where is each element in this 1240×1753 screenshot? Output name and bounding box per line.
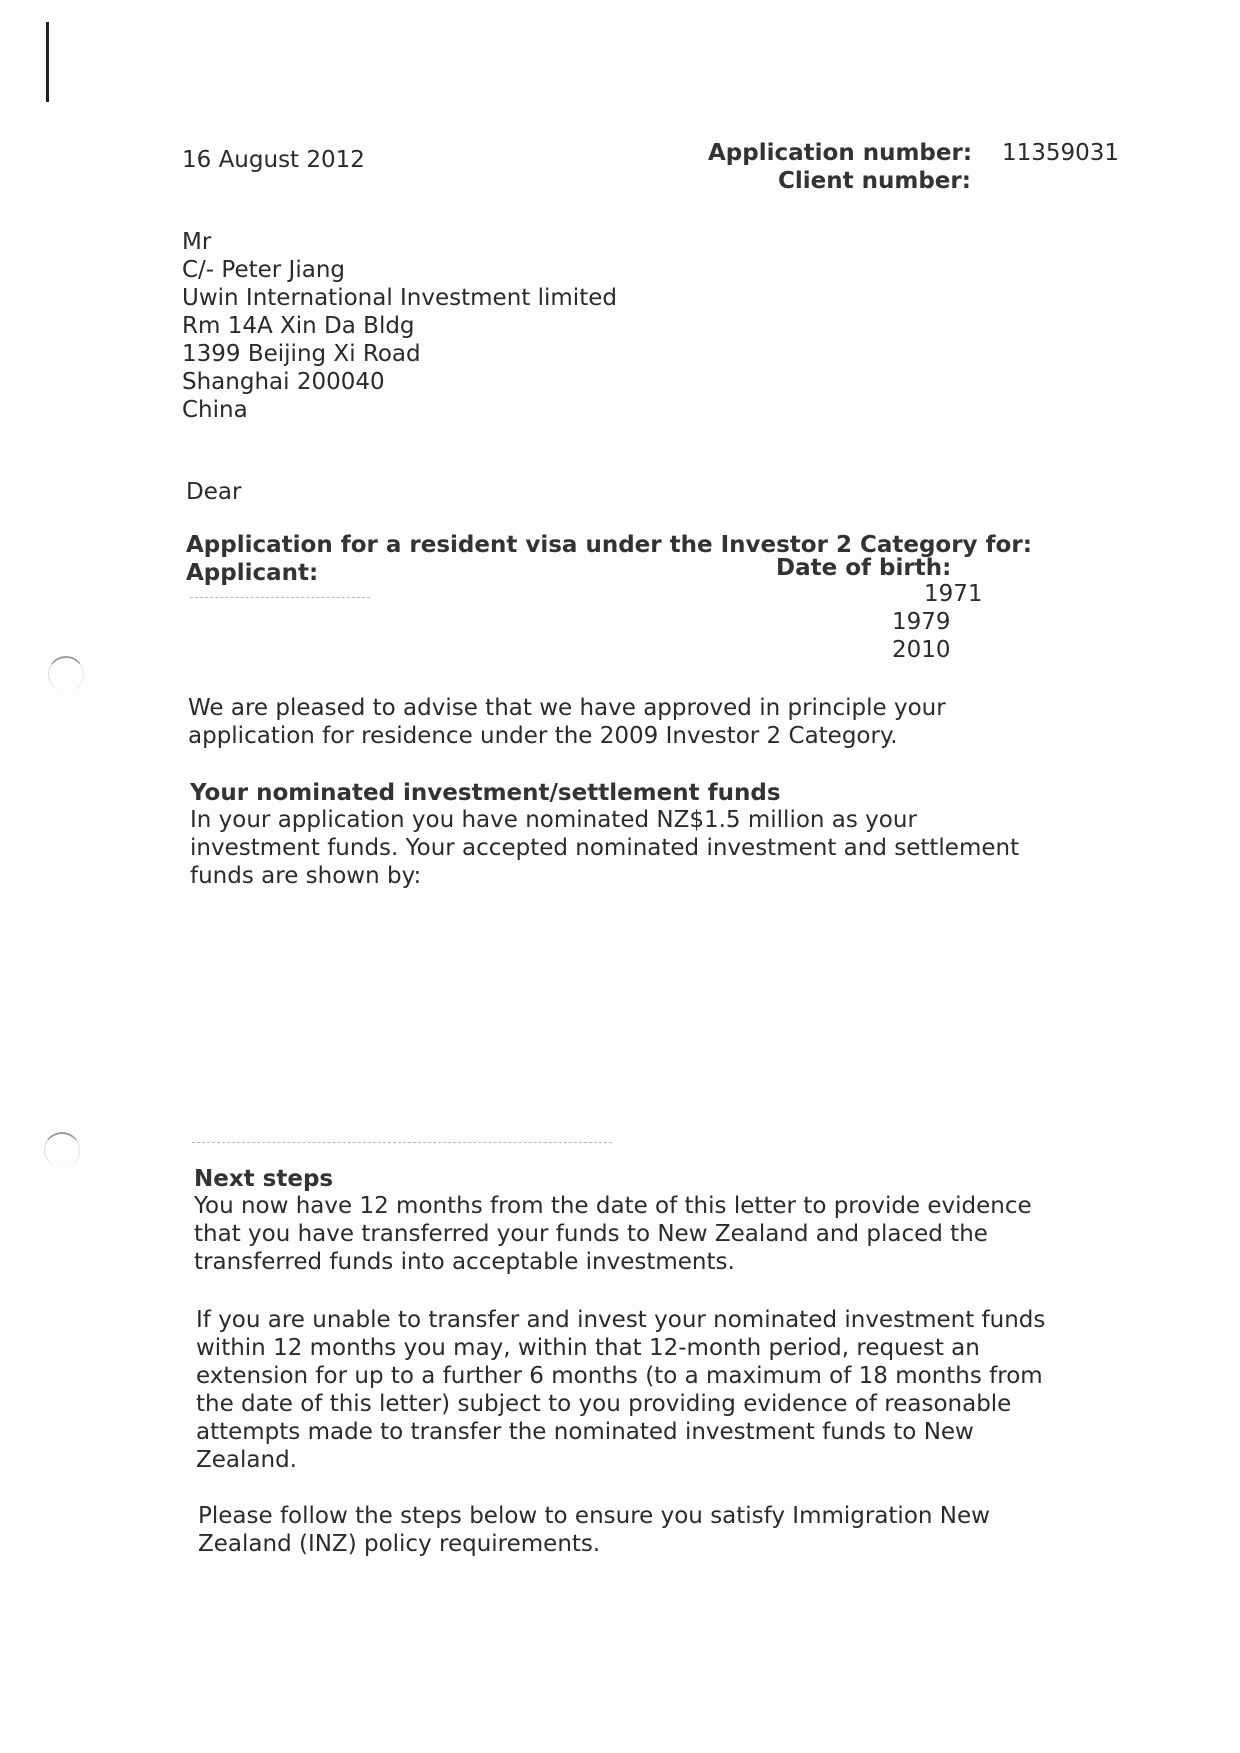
next-steps-heading: Next steps: [194, 1166, 334, 1192]
paragraph-line: Zealand (INZ) policy requirements.: [198, 1531, 601, 1557]
address-line: C/- Peter Jiang: [182, 257, 345, 283]
application-number-value: 11359031: [1002, 140, 1120, 166]
paragraph-line: We are pleased to advise that we have approved in principle your: [188, 695, 946, 721]
address-line: 1399 Beijing Xi Road: [182, 341, 421, 367]
birth-year: 1979: [892, 609, 951, 635]
date-of-birth-label: Date of birth:: [776, 555, 952, 581]
birth-year: 1971: [924, 581, 983, 607]
paragraph-line: extension for up to a further 6 months (to a maximum of 18 months from: [196, 1363, 1043, 1389]
birth-year: 2010: [892, 637, 951, 663]
funds-heading: Your nominated investment/settlement funds: [190, 780, 781, 806]
extension-paragraph: [196, 1306, 1045, 1474]
paragraph-line: Please follow the steps below to ensure you satisfy Immigration New: [198, 1503, 990, 1529]
funds-paragraph: [190, 806, 1019, 890]
redaction-line: [192, 1142, 612, 1143]
redaction-line-applicant: [190, 597, 370, 598]
paragraph-line: If you are unable to transfer and invest your nominated investment funds: [196, 1307, 1046, 1333]
paragraph-line: You now have 12 months from the date of this letter to provide evidence: [194, 1193, 1032, 1219]
punch-hole-bottom: [44, 1132, 80, 1168]
approval-paragraph: [188, 694, 946, 750]
scan-edge-mark: [46, 22, 49, 102]
address-line: Mr: [182, 229, 212, 255]
paragraph-line: application for residence under the 2009 Investor 2 Category.: [188, 723, 898, 749]
address-line: Shanghai 200040: [182, 369, 385, 395]
address-line: Rm 14A Xin Da Bldg: [182, 313, 415, 339]
next-steps-paragraph: [194, 1192, 1032, 1276]
recipient-address: [182, 228, 617, 424]
paragraph-line: transferred funds into acceptable investments.: [194, 1249, 735, 1275]
paragraph-line: funds are shown by:: [190, 863, 422, 889]
subject-heading: Application for a resident visa under the Investor 2 Category for:: [186, 532, 1032, 558]
address-line: Uwin International Investment limited: [182, 285, 617, 311]
client-number-label: Client number:: [778, 168, 971, 194]
paragraph-line: that you have transferred your funds to New Zealand and placed the: [194, 1221, 988, 1247]
paragraph-line: Zealand.: [196, 1447, 297, 1473]
paragraph-line: investment funds. Your accepted nominated investment and settlement: [190, 835, 1020, 861]
paragraph-line: In your application you have nominated NZ$1.5 million as your: [190, 807, 917, 833]
paragraph-line: within 12 months you may, within that 12-month period, request an: [196, 1335, 980, 1361]
punch-hole-top: [48, 656, 84, 692]
paragraph-line: attempts made to transfer the nominated investment funds to New: [196, 1419, 974, 1445]
address-line: China: [182, 397, 248, 423]
paragraph-line: the date of this letter) subject to you providing evidence of reasonable: [196, 1391, 1012, 1417]
salutation: Dear: [186, 479, 242, 505]
application-number-label: Application number:: [708, 140, 973, 166]
applicant-label: Applicant:: [186, 560, 319, 586]
letter-date: 16 August 2012: [182, 147, 365, 173]
follow-steps-paragraph: [198, 1502, 990, 1558]
